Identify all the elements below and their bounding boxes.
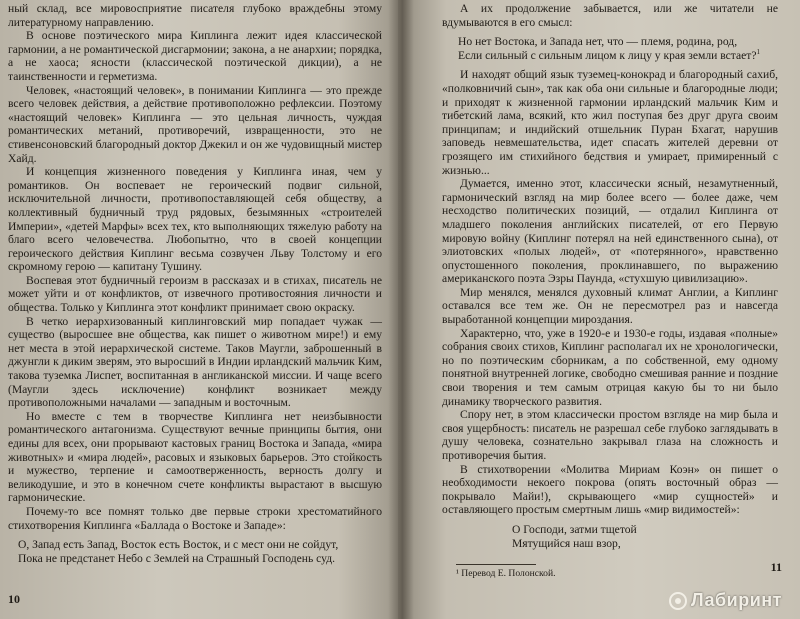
paragraph: Мир менялся, менялся духовный климат Англии, а Киплинг оставался все тем же. Он не пересмотрел раз и навсегда выработанной концепции мироздания.: [442, 285, 778, 327]
poem-line: Мятущийся наш взор,: [512, 536, 621, 550]
paragraph: Воспевая этот будничный героизм в рассказах и в стихах, писатель не может уйти и от конфликтов, от извечного противостояния личности и общества. Только у Киплинга этот конфликт принимает свою окраску.: [8, 273, 382, 315]
paragraph: Спору нет, в этом классически простом взгляде на мир была и своя ущербность: писатель не разрешал себе глубоко заглядывать в душу человека, сознательно закрывал глаза на сложность и противоречия бытия.: [442, 408, 778, 462]
page-number: 11: [770, 560, 782, 574]
poem-line: [458, 49, 778, 63]
poem-line: О, Запад есть Запад, Восток есть Восток, и с мест они не сойдут,: [18, 538, 339, 552]
poem-line: О Господи, затми тщетой: [512, 522, 637, 536]
right-page: [398, 0, 800, 619]
poem-line: Пока не предстанет Небо с Землей на Страшный Господень суд.: [18, 551, 335, 565]
labyrinth-logo-icon: [669, 592, 687, 610]
paragraph: И концепция жизненного поведения у Киплинга иная, чем у романтиков. Он воспевает не героический подвиг сильной, исключительной личности, противопоставляющей себя обществу, а коллективный будничный труд рядовых, безымянных «строителей Империи», «детей Марфы» всех тех, кто выполняющих тяжелую работу на благо всего человечества. Любопытно, что в своей концепции героического действия Киплинг весьма созвучен Льву Толстому и его скромному герою — капитану Тушину.: [8, 165, 382, 274]
paragraph: Человек, «настоящий человек», в понимании Киплинга — это прежде всего человек действия, а действие противоположно рефлексии. Поэтому «настоящий человек» Киплинга — это цельная личность, чуждая романтических метаний, противоречий, извращенности, это не стивенсоновский благородный доктор Джекил и он же чудовищный мистер Хайд.: [8, 83, 382, 165]
paragraph: Думается, именно этот, классически ясный, незамутненный, гармонический взгляд на мир более всего — более даже, чем несходство политических позиций, — отдалил Киплинга от младшего поколения английских писателей, от его Первую мировую войну (Киплинг потерял на ней единственного сына), от элиотовских «полых людей», от «потерянного», нравственно опустошенного поколения, проклинавшего, по выражению американского поэта Эзры Паунда, «стухшую цивилизацию».: [442, 177, 778, 286]
poem-line-text: Если сильный с сильным лицом к лицу у края земли встает?: [458, 48, 757, 62]
left-page: [0, 0, 398, 619]
paragraph: ный склад, все мировосприятие писателя глубоко враждебны этому литературному направлению.: [8, 2, 382, 29]
book-gutter: [388, 0, 414, 619]
paragraph: В четко иерархизованный киплинговский мир попадает чужак — существо (выросшее вне общества, как пишет о животном мире!) и ему нет места в этой иерархической системе. Таков Маугли, заброшенный в джунгли к диким зверям, это выросший в Индии ирландский мальчик Ким, такова туземка Лиспет, воспитанная в англиканской миссии. И чаще всего (Маугли здесь исключение) конфликт возникает между противоположными началами — западным и восточным.: [8, 314, 382, 410]
footnote: ¹ Перевод Е. Полонской.: [456, 568, 556, 580]
watermark: [669, 590, 782, 611]
poem-quote: [442, 35, 778, 62]
watermark-brand: Лабиринт: [690, 590, 782, 610]
paragraph: Но вместе с тем в творчестве Киплинга нет неизбывности романтического антагонизма. Существуют вечные принципы бытия, они едины для всех, они прорывают кастовых границ Востока и Запада, «мира животных» и «мира людей», расовых и языковых барьеров. Это стойкость и мужество, терпение и самоотверженность, верность долгу и великодушие, и это в конечном счете конфликты вырастают в высшую гармонические.: [8, 409, 382, 505]
page-number: 10: [8, 592, 20, 606]
paragraph: Характерно, что, уже в 1920-е и 1930-е годы, издавая «полные» собрания своих стихов, Киплинг располагал их не хронологически, но по поэтическим сборникам, а по собственной, ему одному понятной внутренней логике, свободно смешивая ранние и поздние свои творения и тем самым отрицая какую бы то ни было динамику творческого развития.: [442, 326, 778, 408]
paragraph: Почему-то все помнят только две первые строки хрестоматийного стихотворения Киплинга «Баллада о Востоке и Западе»:: [8, 504, 382, 532]
paragraph: В основе поэтического мира Киплинга лежит идея классической гармонии, а не романтической дисгармонии; закона, а не анархии; порядка, а не хаоса; ясности (классической поэтической дикции), а не таинственности и герметизма.: [8, 29, 382, 83]
footnote-mark: 1: [756, 47, 760, 56]
paragraph: И находят общий язык туземец-конокрад и благородный сахиб, «полковничий сын», так как оба они сильные и благородные люди; и приходят к жизненной гармонии ирландский мальчик Ким и тибетский лама, всякий, кто жил поступая без друг друга своим принципам; и индийский отшельник Пуран Бхагат, нарушив заповедь невмешательства, идет спасать жителей деревни от грозящего им стихийного бедствия и умирает, примиренный с жизнью...: [442, 68, 778, 177]
paragraph: В стихотворении «Молитва Мириам Коэн» он пишет о необходимости некоего покрова (опять восточный образ — покрывало Майи!), скрывающего «мир сущностей» и оставляющего простым смертным лишь «мир видимостей»:: [442, 462, 778, 517]
poem-quote: [8, 538, 382, 565]
poem-line: Но нет Востока, и Запада нет, что — племя, родина, род,: [458, 35, 738, 49]
footnote-rule: [456, 564, 536, 565]
poem-quote: [442, 523, 778, 550]
paragraph: А их продолжение забывается, или же читатели не вдумываются в его смысл:: [442, 2, 778, 29]
